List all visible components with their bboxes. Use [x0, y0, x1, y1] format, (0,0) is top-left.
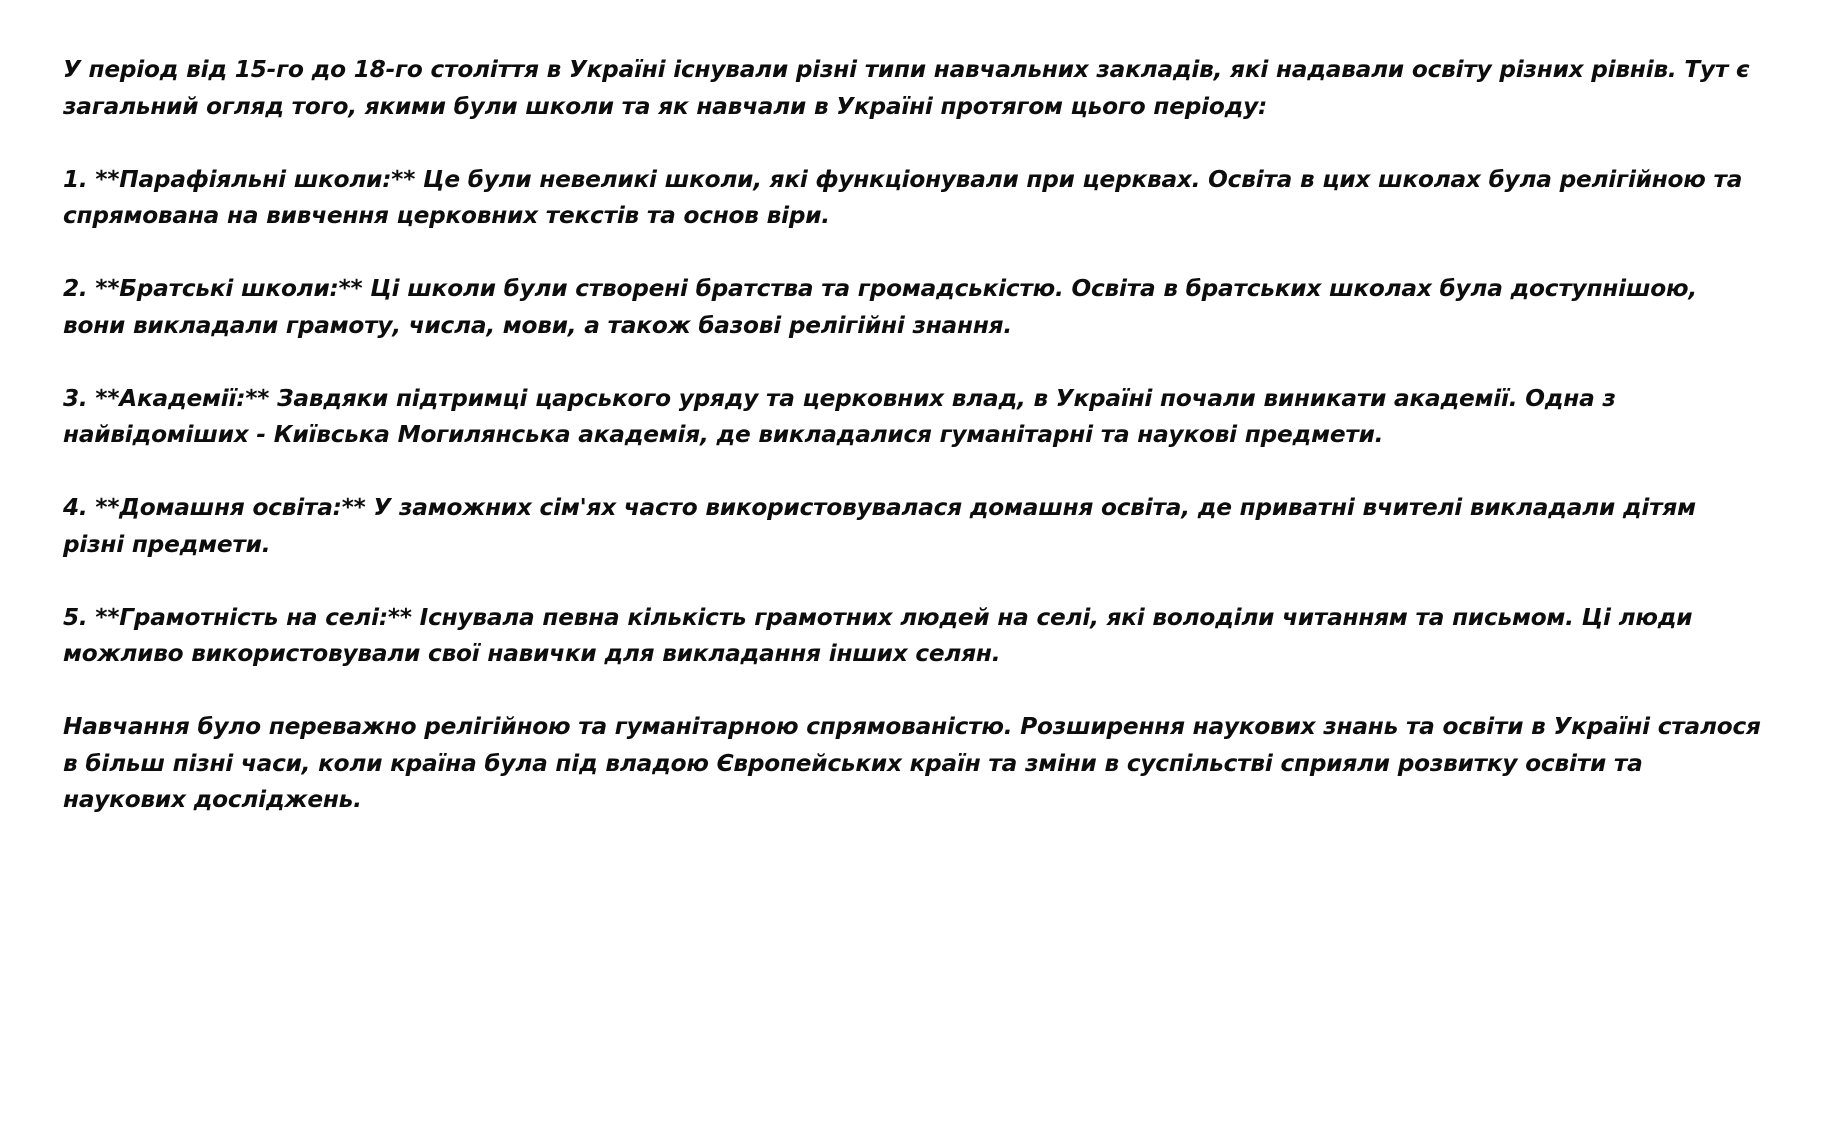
document-body [63, 52, 1763, 819]
list-item: 3. **Академії:** Завдяки підтримці царського уряду та церковних влад, в Україні почали виникати академії. Одна з найвідоміших - Київська Могилянська академія, де викладалися гуманітарні та наукові предмети. [63, 384, 1616, 448]
list-item: 4. **Домашня освіта:** У заможних сім'ях часто використовувалася домашня освіта, де приватні вчителі викладали дітям різні предмети. [63, 494, 1696, 558]
list-item: 5. **Грамотність на селі:** Існувала певна кількість грамотних людей на селі, які володіли читанням та письмом. Ці люди можливо використовували свої навички для викладання інших селян. [63, 603, 1693, 667]
list-item: 2. **Братські школи:** Ці школи були створені братства та громадськістю. Освіта в братських школах була доступнішою, вони викладали грамоту, числа, мови, а також базові релігійні знання. [63, 275, 1697, 339]
list-item: 1. **Парафіяльні школи:** Це були невеликі школи, які функціонували при церквах. Освіта в цих школах була релігійною та спрямована на вивчення церковних текстів та основ віри. [63, 165, 1743, 229]
conclusion-paragraph: Навчання було переважно релігійною та гуманітарною спрямованістю. Розширення наукових знань та освіти в Україні сталося в більш пізні часи, коли країна була під владою Європейських країн та зміни в суспільстві сприяли розвитку освіти та наукових досліджень. [63, 713, 1761, 813]
intro-paragraph: У період від 15-го до 18-го століття в Україні існували різні типи навчальних закладів, які надавали освіту різних рівнів. Тут є загальний огляд того, якими були школи та як навчали в Україні протягом цього періоду: [63, 56, 1750, 120]
